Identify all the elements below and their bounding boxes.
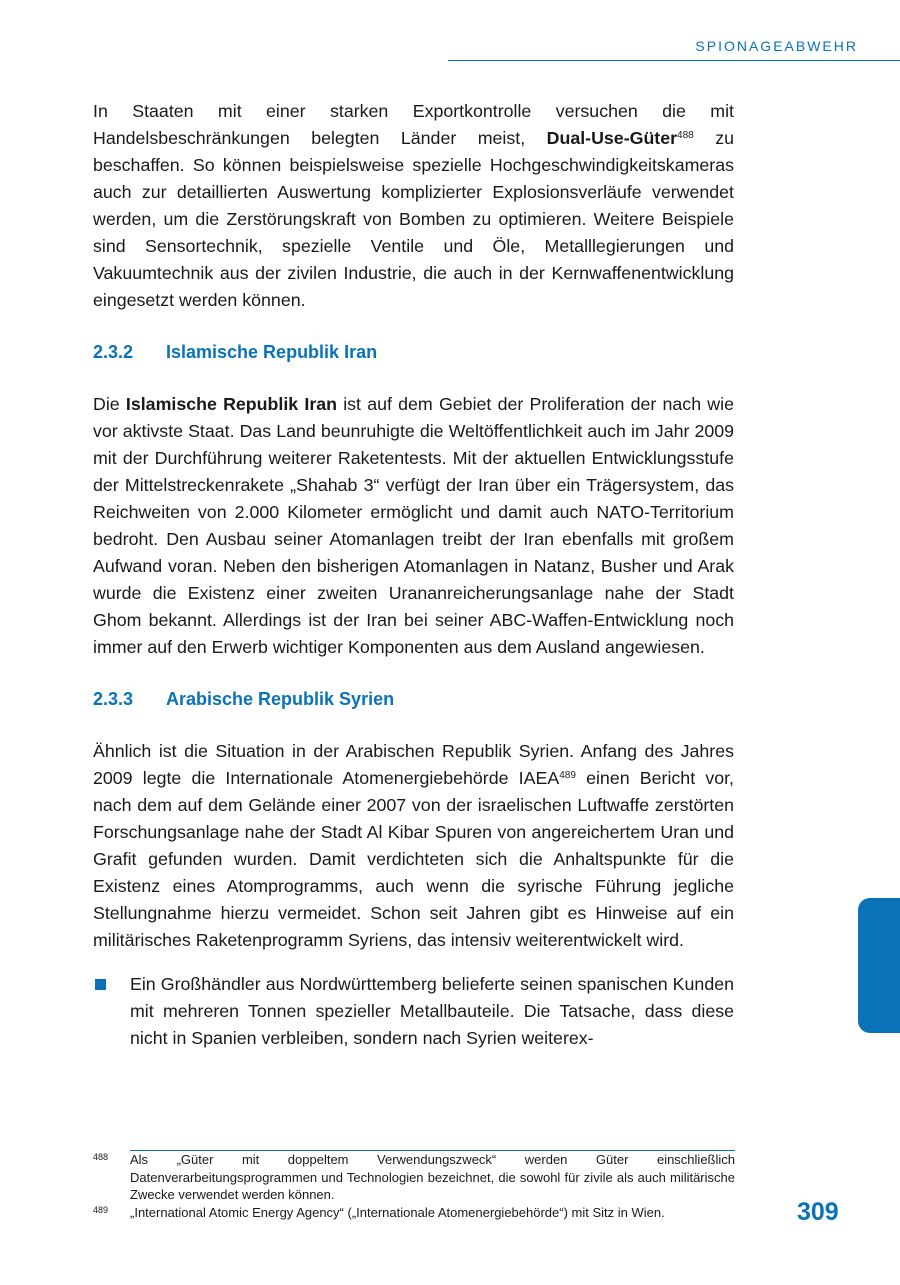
syria-text-end: einen Bericht vor, nach dem auf dem Gelände einer 2007 von der israelischen Luftwaffe zerstörten Forschungsanlage nahe der Stadt Al Kibar Spuren von angereichertem Uran und Grafit gefunden wurden. Damit verdichteten sich die Anhaltspunkte für die Existenz eines Atomprogramms, auch wenn die syrische Führung jegliche Stellungnahme hierzu vermeidet. Schon seit Jahren gibt es Hinweise auf ein militärisches Raketenprogramm Syriens, das intensiv weiterentwickelt wird. <box>93 768 734 950</box>
intro-paragraph <box>93 98 734 314</box>
main-content <box>93 98 734 1052</box>
intro-text-start: In Staaten mit einer starken Exportkontrolle versuchen die mit Handelsbeschränkungen belegten Länder meist, <box>93 101 734 148</box>
iran-text-start: Die <box>93 394 126 414</box>
heading-iran <box>93 339 734 366</box>
footnote-489 <box>93 1204 735 1222</box>
footnote-text: Als „Güter mit doppeltem Verwendungszweck“ werden Güter einschließlich Datenverarbeitungsprogrammen und Technologien bezeichnet, die sowohl für zivile als auch militärische Zwecke verwendet werden können. <box>130 1152 735 1202</box>
heading-syria <box>93 686 734 713</box>
footnotes <box>93 1150 735 1221</box>
footnote-ref-489[interactable]: 489 <box>559 770 576 781</box>
page-number: 309 <box>797 1198 839 1226</box>
iran-text-end: ist auf dem Gebiet der Proliferation der nach wie vor aktivste Staat. Das Land beunruhigte die Weltöffentlichkeit auch im Jahr 2009 mit der Durchführung weiterer Raketentests. Mit der aktuellen Entwicklungsstufe der Mittelstreckenrakete „Shahab 3“ verfügt der Iran über ein Trägersystem, das Reichweiten von 2.000 Kilometer ermöglicht und damit auch NATO-Territorium bedroht. Den Ausbau seiner Atomanlagen treibt der Iran ebenfalls mit großem Aufwand voran. Neben den bisherigen Atomanlagen in Natanz, Busher und Arak wurde die Existenz einer zweiten Urananreicherungsanlage nahe der Stadt Ghom bekannt. Allerdings ist der Iran bei seiner ABC-Waffen-Entwicklung noch immer auf den Erwerb wichtiger Komponenten aus dem Ausland angewiesen. <box>93 394 734 657</box>
iran-paragraph <box>93 391 734 661</box>
intro-bold-term: Dual-Use-Güter <box>546 128 678 148</box>
syria-text-start: Ähnlich ist die Situation in der Arabischen Republik Syrien. Anfang des Jahres 2009 legte die Internationale Atomenergiebehörde IAEA <box>93 741 734 788</box>
heading-syria-title: Arabische Republik Syrien <box>166 689 395 709</box>
running-header: SPIONAGEABWEHR <box>695 38 858 54</box>
chapter-tab <box>858 898 900 1033</box>
footnote-text: „International Atomic Energy Agency“ („Internationale Atomenergiebehörde“) mit Sitz in Wien. <box>130 1204 665 1220</box>
footnote-ref-488[interactable]: 488 <box>677 130 694 141</box>
syria-paragraph <box>93 738 734 954</box>
footnote-488 <box>93 1151 735 1204</box>
footnote-number: 489 <box>93 1204 109 1215</box>
square-bullet-icon <box>95 979 106 990</box>
bullet-text: Ein Großhändler aus Nordwürttemberg belieferte seinen spanischen Kunden mit mehreren Tonnen spezieller Metallbauteile. Die Tatsache, dass diese nicht in Spanien verbleiben, sondern nach Syrien weiterex- <box>130 974 734 1048</box>
intro-text-end: zu beschaffen. So können beispielsweise spezielle Hochgeschwindigkeitskameras auch zur detaillierten Auswertung komplizierter Explosionsverläufe verwendet werden, um die Zerstörungskraft von Bomben zu optimieren. Weitere Beispiele sind Sensortechnik, spezielle Ventile und Öle, Metalllegierungen und Vakuumtechnik aus der zivilen Industrie, die auch in der Kernwaffenentwicklung eingesetzt werden können. <box>93 128 734 310</box>
heading-syria-number: 2.3.3 <box>93 689 134 709</box>
header-divider <box>448 60 900 61</box>
heading-iran-number: 2.3.2 <box>93 342 134 362</box>
heading-iran-title: Islamische Republik Iran <box>166 342 378 362</box>
footnote-number: 488 <box>93 1152 109 1162</box>
bullet-item <box>93 971 734 1052</box>
iran-bold-term: Islamische Republik Iran <box>125 394 337 414</box>
